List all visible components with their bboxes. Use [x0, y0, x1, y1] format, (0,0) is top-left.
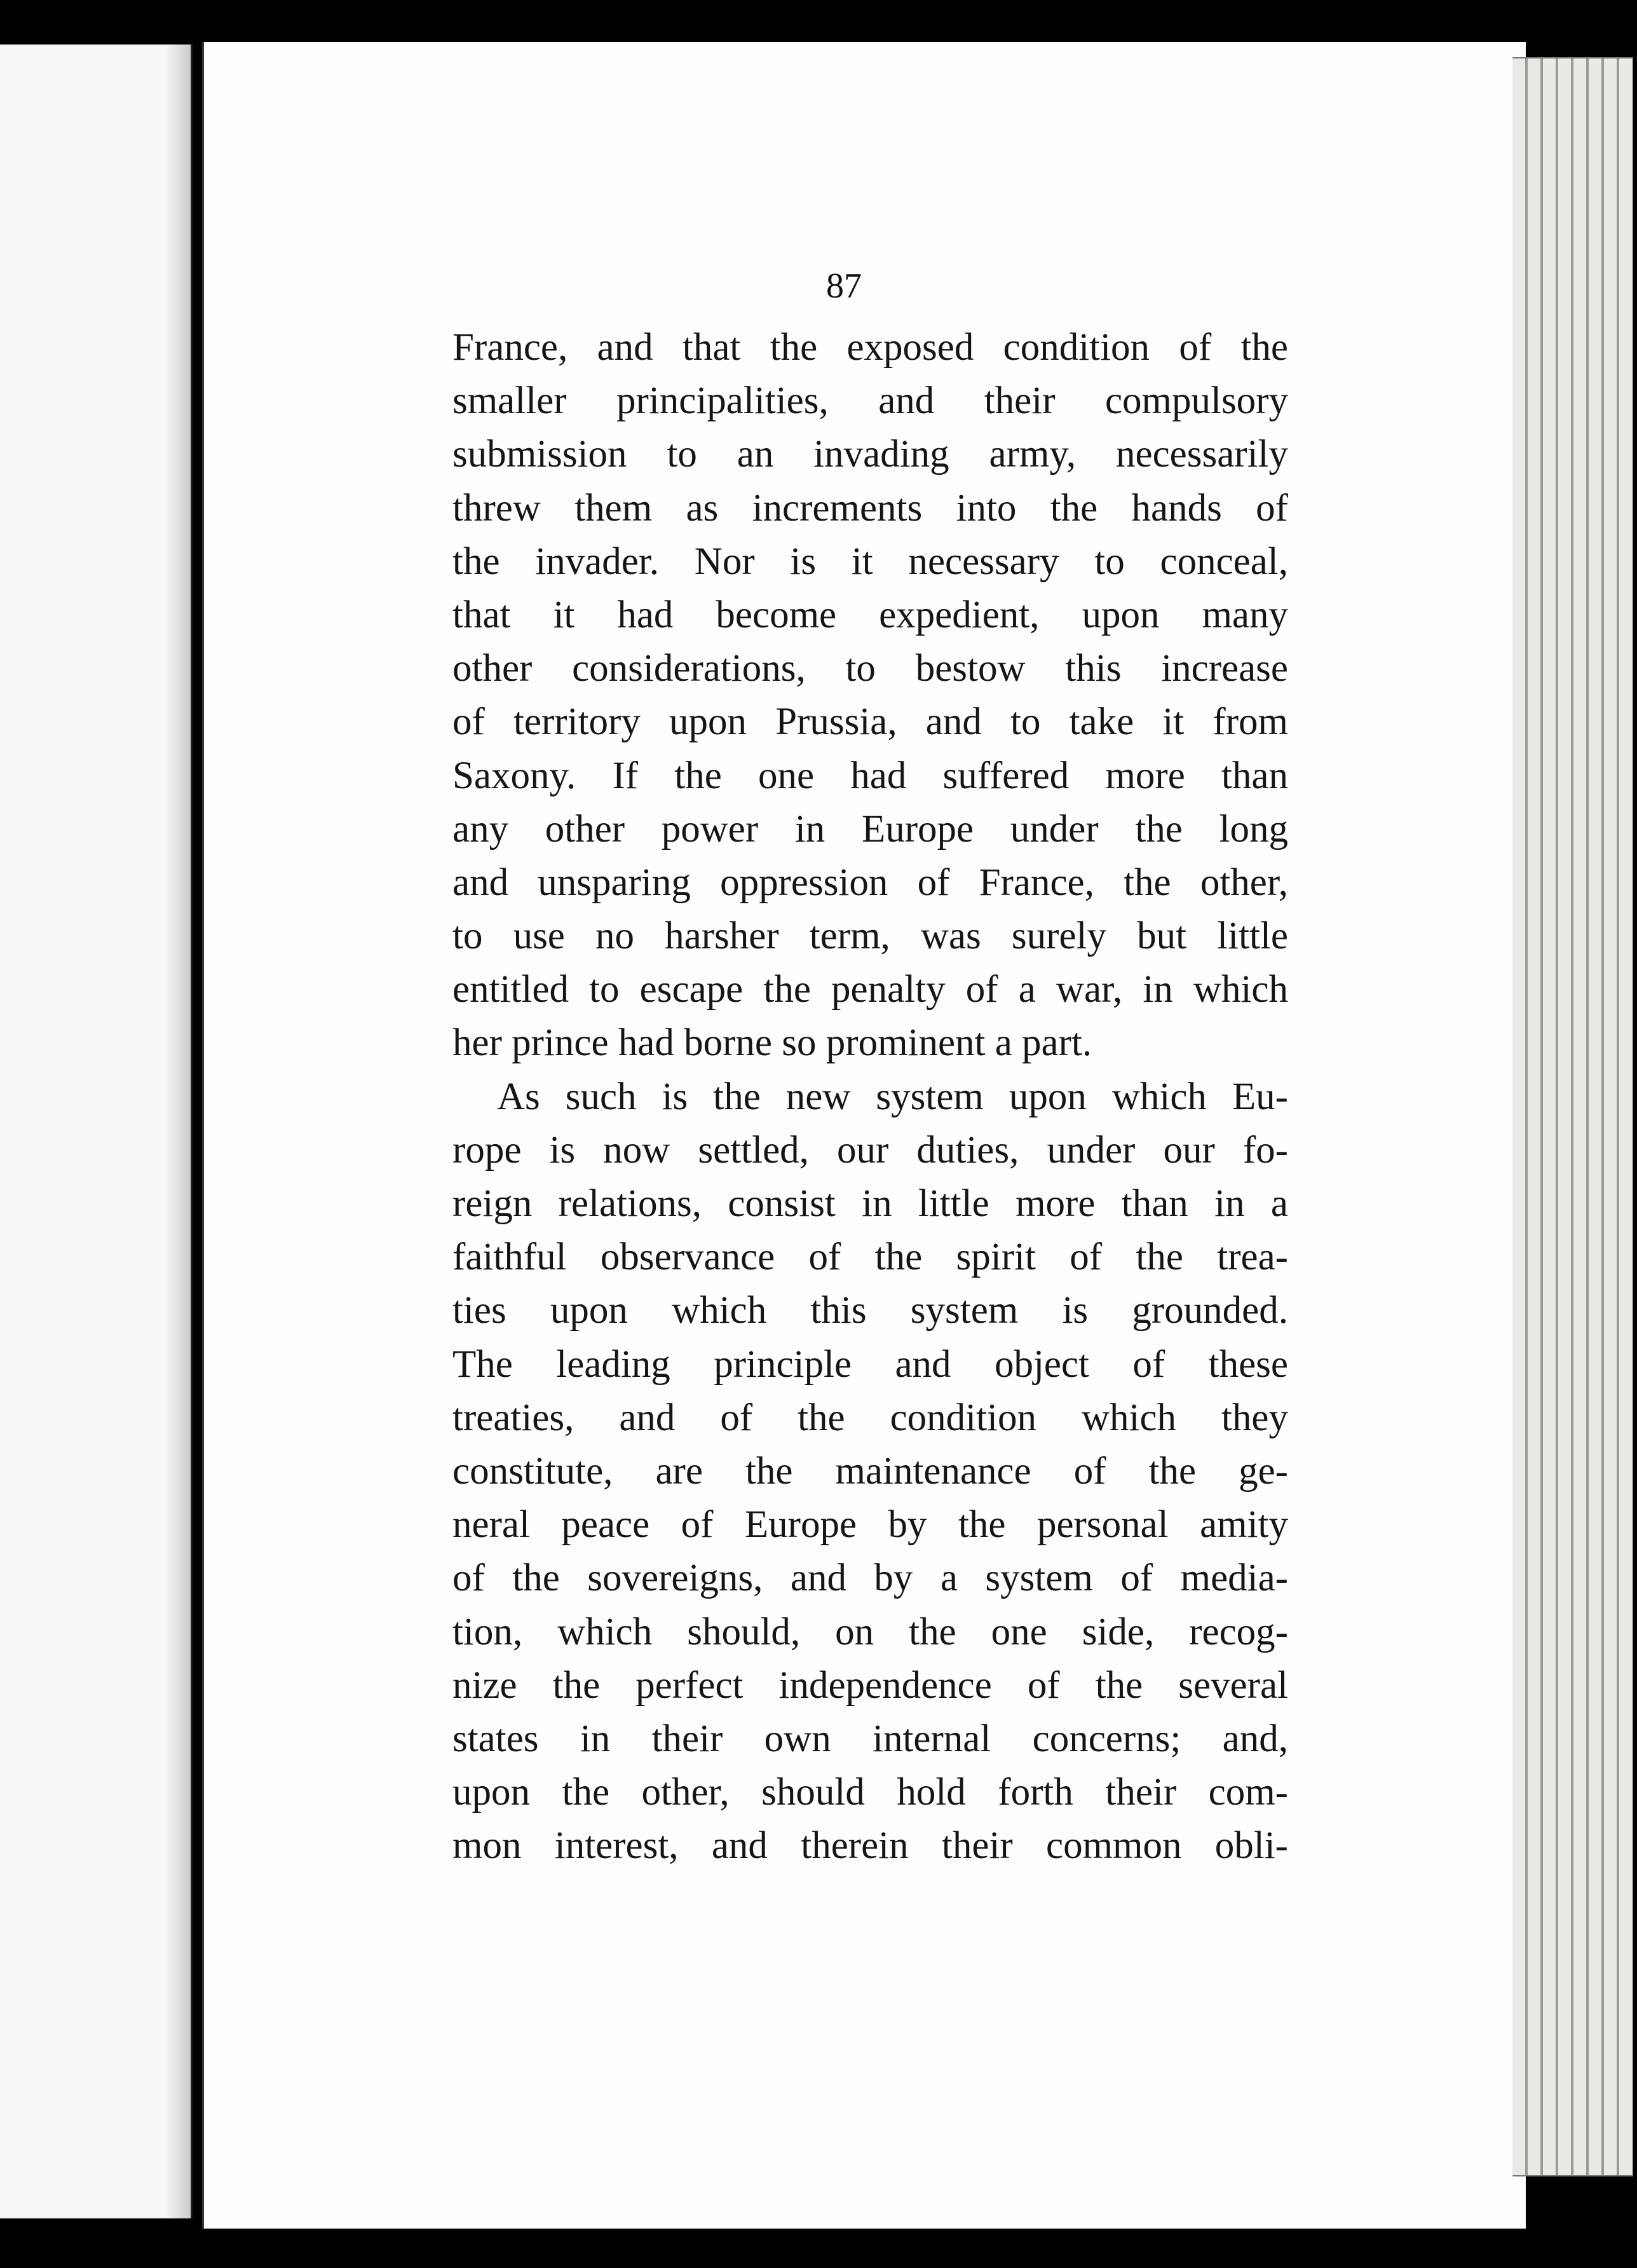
text-line: any other power in Europe under the long: [452, 807, 1288, 850]
text-line: mon interest, and therein their common obli-: [452, 1824, 1288, 1868]
text-line: The leading principle and object of these: [452, 1342, 1288, 1386]
page-body-text: [452, 321, 1288, 1873]
text-line: states in their own internal concerns; and,: [452, 1717, 1288, 1760]
page-number: 87: [826, 266, 862, 306]
text-line: of territory upon Prussia, and to take it from: [452, 700, 1288, 744]
text-line: Saxony. If the one had suffered more than: [452, 754, 1288, 797]
text-line: constitute, are the maintenance of the ge-: [452, 1449, 1288, 1493]
text-line: and unsparing oppression of France, the other,: [452, 861, 1288, 904]
text-line: faithful observance of the spirit of the trea-: [452, 1236, 1288, 1279]
text-line: her prince had borne so prominent a part.: [452, 1021, 1092, 1065]
text-line: neral peace of Europe by the personal amity: [452, 1503, 1288, 1547]
text-line: of the sovereigns, and by a system of media-: [452, 1557, 1288, 1600]
text-line: to use no harsher term, was surely but little: [452, 915, 1288, 958]
text-line: rope is now settled, our duties, under our fo-: [452, 1128, 1288, 1172]
text-line: ties upon which this system is grounded.: [452, 1289, 1288, 1332]
text-line: entitled to escape the penalty of a war, in which: [452, 968, 1288, 1011]
text-line: treaties, and of the condition which they: [452, 1396, 1288, 1439]
text-line: threw them as increments into the hands of: [452, 486, 1288, 529]
paragraph-1: [452, 321, 1288, 1070]
text-line: the invader. Nor is it necessary to conceal,: [452, 540, 1288, 583]
text-line: submission to an invading army, necessarily: [452, 433, 1288, 476]
text-line: France, and that the exposed condition of the: [452, 326, 1288, 369]
text-line: reign relations, consist in little more than in a: [452, 1182, 1288, 1225]
text-line: tion, which should, on the one side, recog-: [452, 1610, 1288, 1653]
text-line: that it had become expedient, upon many: [452, 593, 1288, 636]
page-stack-edges: [1512, 57, 1633, 2176]
text-line: nize the perfect independence of the several: [452, 1663, 1288, 1707]
text-line: other considerations, to bestow this increase: [452, 647, 1288, 690]
text-line: smaller principalities, and their compulsory: [452, 379, 1288, 423]
paragraph-2: [452, 1070, 1288, 1873]
left-page-edge: [0, 44, 193, 2218]
text-line: upon the other, should hold forth their com-: [452, 1771, 1288, 1814]
text-line: As such is the new system upon which Eu-: [497, 1075, 1288, 1118]
